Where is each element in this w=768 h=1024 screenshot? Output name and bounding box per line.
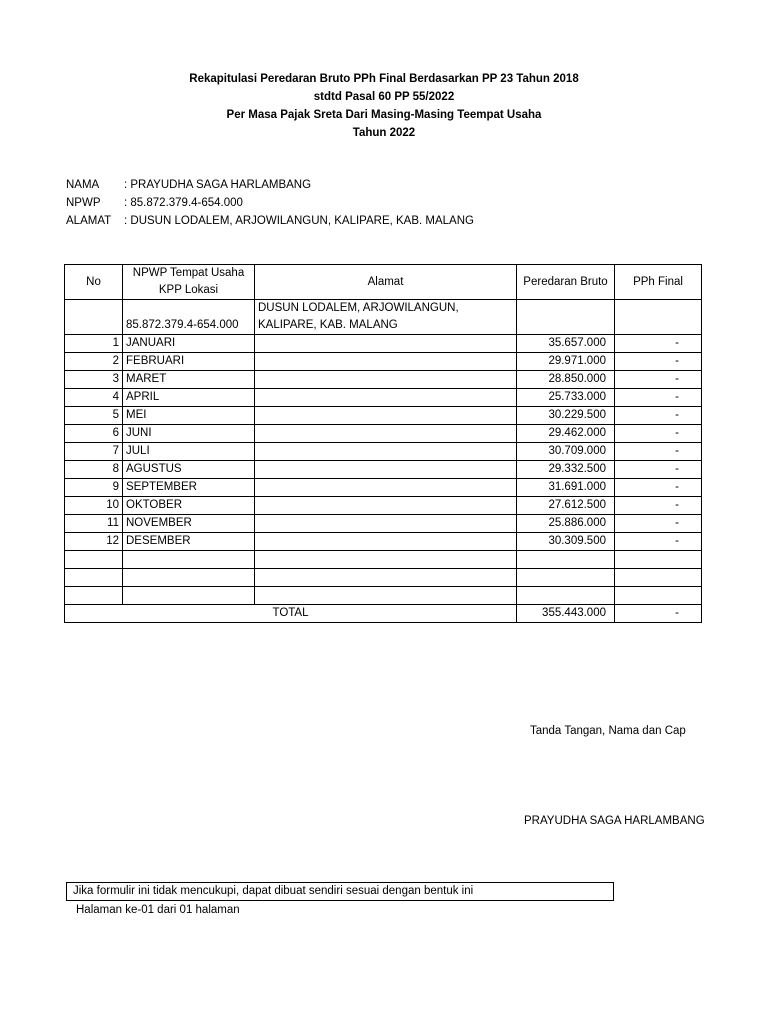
alamat-row [66, 212, 474, 230]
nama-value: : PRAYUDHA SAGA HARLAMBANG [124, 179, 312, 191]
row-month: OKTOBER [123, 497, 255, 515]
row-bruto: 27.612.500 [517, 497, 615, 515]
table-row [65, 335, 702, 353]
empty-cell [615, 551, 702, 569]
row-bruto: 29.971.000 [517, 353, 615, 371]
table-row [65, 515, 702, 533]
title-line-4: Tahun 2022 [352, 127, 416, 139]
row-no: 10 [65, 497, 123, 515]
row-alamat [255, 425, 517, 443]
recap-table [64, 264, 702, 623]
row-no: 1 [65, 335, 123, 353]
row-no: 8 [65, 461, 123, 479]
row-bruto: 31.691.000 [517, 479, 615, 497]
empty-cell [255, 569, 517, 587]
row-no: 3 [65, 371, 123, 389]
row-no: 9 [65, 479, 123, 497]
empty-cell [255, 587, 517, 605]
table-row [65, 407, 702, 425]
row-pph: - [615, 335, 702, 353]
row-pph: - [615, 407, 702, 425]
nama-label: NAMA [66, 179, 100, 191]
row-month: DESEMBER [123, 533, 255, 551]
row-alamat [255, 389, 517, 407]
row-month: JULI [123, 443, 255, 461]
header-no: No [65, 265, 123, 300]
row-no: 5 [65, 407, 123, 425]
row-no: 4 [65, 389, 123, 407]
row-month: NOVEMBER [123, 515, 255, 533]
empty-cell [65, 587, 123, 605]
row-pph: - [615, 497, 702, 515]
table-row [65, 443, 702, 461]
row-bruto: 25.886.000 [517, 515, 615, 533]
location-pph [615, 300, 702, 335]
header-npwp-line2: KPP Lokasi [158, 284, 219, 296]
row-alamat [255, 461, 517, 479]
empty-cell [615, 587, 702, 605]
header-bruto: Peredaran Bruto [517, 265, 615, 300]
alamat-label: ALAMAT [66, 215, 112, 227]
row-bruto: 29.332.500 [517, 461, 615, 479]
location-no [65, 300, 123, 335]
table-row [65, 497, 702, 515]
row-no: 12 [65, 533, 123, 551]
empty-row [65, 551, 702, 569]
total-bruto: 355.443.000 [517, 605, 615, 623]
row-bruto: 29.462.000 [517, 425, 615, 443]
empty-cell [517, 587, 615, 605]
table-row [65, 461, 702, 479]
empty-cell [255, 551, 517, 569]
header-npwp [123, 265, 255, 300]
row-pph: - [615, 443, 702, 461]
location-alamat: DUSUN LODALEM, ARJOWILANGUN, KALIPARE, KAB. MALANG [255, 300, 517, 335]
row-bruto: 30.229.500 [517, 407, 615, 425]
row-month: APRIL [123, 389, 255, 407]
empty-row [65, 587, 702, 605]
npwp-value: : 85.872.379.4-654.000 [124, 197, 243, 209]
row-alamat [255, 515, 517, 533]
row-pph: - [615, 389, 702, 407]
location-bruto [517, 300, 615, 335]
title-line-1: Rekapitulasi Peredaran Bruto PPh Final Berdasarkan PP 23 Tahun 2018 [189, 73, 579, 85]
location-row [65, 300, 702, 335]
empty-cell [65, 551, 123, 569]
row-pph: - [615, 353, 702, 371]
title-line-3: Per Masa Pajak Sreta Dari Masing-Masing Teempat Usaha [226, 109, 542, 121]
row-alamat [255, 497, 517, 515]
npwp-row [66, 194, 474, 212]
row-pph: - [615, 371, 702, 389]
page-indicator: Halaman ke-01 dari 01 halaman [76, 904, 240, 916]
row-bruto: 25.733.000 [517, 389, 615, 407]
row-alamat [255, 443, 517, 461]
row-alamat [255, 353, 517, 371]
total-label: TOTAL [65, 605, 517, 623]
row-alamat [255, 479, 517, 497]
row-pph: - [615, 479, 702, 497]
row-month: FEBRUARI [123, 353, 255, 371]
row-month: JANUARI [123, 335, 255, 353]
row-no: 11 [65, 515, 123, 533]
header-npwp-line1: NPWP Tempat Usaha [132, 267, 245, 279]
empty-cell [517, 569, 615, 587]
row-alamat [255, 335, 517, 353]
empty-cell [65, 569, 123, 587]
table-header-row [65, 265, 702, 300]
alamat-value: : DUSUN LODALEM, ARJOWILANGUN, KALIPARE, KAB. MALANG [124, 215, 474, 227]
npwp-label: NPWP [66, 197, 101, 209]
row-bruto: 28.850.000 [517, 371, 615, 389]
title-line-2: stdtd Pasal 60 PP 55/2022 [313, 91, 455, 103]
row-no: 2 [65, 353, 123, 371]
signature-name: PRAYUDHA SAGA HARLAMBANG [524, 815, 705, 827]
row-pph: - [615, 533, 702, 551]
row-bruto: 30.309.500 [517, 533, 615, 551]
empty-cell [123, 587, 255, 605]
table-row [65, 353, 702, 371]
row-alamat [255, 407, 517, 425]
taxpayer-info [66, 176, 474, 230]
empty-cell [123, 569, 255, 587]
row-month: SEPTEMBER [123, 479, 255, 497]
row-no: 7 [65, 443, 123, 461]
row-month: AGUSTUS [123, 461, 255, 479]
signature-label: Tanda Tangan, Nama dan Cap [530, 725, 686, 737]
location-npwp: 85.872.379.4-654.000 [123, 300, 255, 335]
row-alamat [255, 371, 517, 389]
total-row [65, 605, 702, 623]
table-row [65, 533, 702, 551]
row-no: 6 [65, 425, 123, 443]
table-row [65, 425, 702, 443]
row-pph: - [615, 515, 702, 533]
row-bruto: 30.709.000 [517, 443, 615, 461]
row-month: JUNI [123, 425, 255, 443]
table-row [65, 389, 702, 407]
footer-note: Jika formulir ini tidak mencukupi, dapat dibuat sendiri sesuai dengan bentuk ini [66, 882, 614, 901]
row-pph: - [615, 461, 702, 479]
table-row [65, 479, 702, 497]
row-month: MEI [123, 407, 255, 425]
nama-row [66, 176, 474, 194]
empty-cell [123, 551, 255, 569]
header-pph: PPh Final [615, 265, 702, 300]
row-month: MARET [123, 371, 255, 389]
empty-row [65, 569, 702, 587]
total-pph: - [615, 605, 702, 623]
table-row [65, 371, 702, 389]
empty-cell [517, 551, 615, 569]
row-alamat [255, 533, 517, 551]
empty-cell [615, 569, 702, 587]
row-pph: - [615, 425, 702, 443]
row-bruto: 35.657.000 [517, 335, 615, 353]
header-alamat: Alamat [255, 265, 517, 300]
document-title [0, 70, 768, 142]
